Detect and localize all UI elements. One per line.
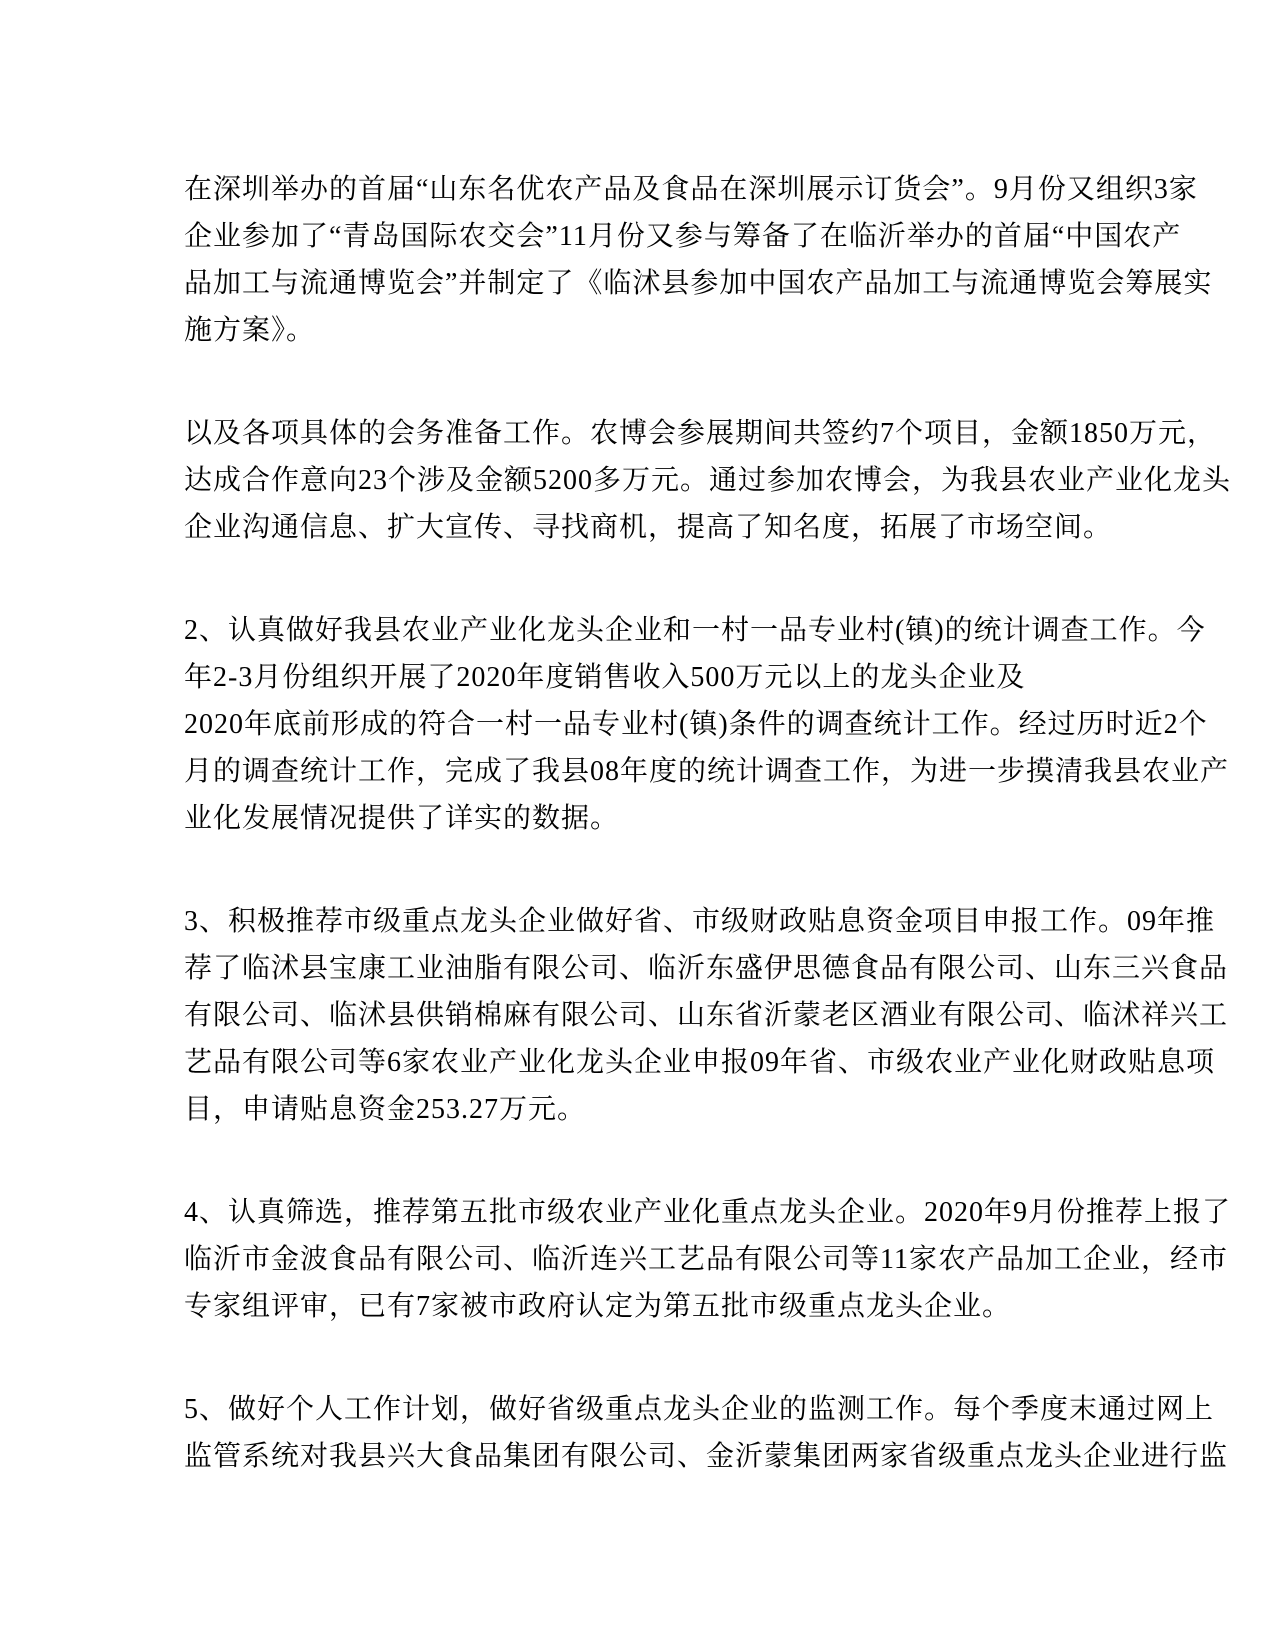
text-line: 年2-3月份组织开展了2020年度销售收入500万元以上的龙头企业及 [184, 662, 1026, 693]
text-line: 2020年底前形成的符合一村一品专业村(镇)条件的调查统计工作。经过历时近2个 [184, 709, 1208, 740]
text-line: 以及各项具体的会务准备工作。农博会参展期间共签约7个项目，金额1850万元， [184, 418, 1217, 449]
paragraph [184, 1189, 1232, 1330]
paragraph [184, 166, 1213, 354]
paragraph [184, 410, 1232, 551]
text-line: 企业沟通信息、扩大宣传、寻找商机，提高了知名度，拓展了市场空间。 [184, 512, 1113, 543]
text-line: 月的调查统计工作，完成了我县08年度的统计调查工作，为进一步摸清我县农业产 [184, 756, 1230, 787]
text-line: 业化发展情况提供了详实的数据。 [184, 803, 620, 834]
text-line: 4、认真筛选，推荐第五批市级农业产业化重点龙头企业。2020年9月份推荐上报了 [184, 1197, 1232, 1228]
document-body [184, 166, 1232, 1536]
text-line: 施方案》。 [184, 315, 316, 346]
text-line: 2、认真做好我县农业产业化龙头企业和一村一品专业村(镇)的统计调查工作。今 [184, 615, 1206, 646]
text-line: 艺品有限公司等6家农业产业化龙头企业申报09年省、市级农业产业化财政贴息项 [184, 1047, 1216, 1078]
text-line: 目，申请贴息资金253.27万元。 [184, 1094, 587, 1125]
text-line: 临沂市金波食品有限公司、临沂连兴工艺品有限公司等11家农产品加工企业，经市 [184, 1244, 1228, 1275]
text-line: 监管系统对我县兴大食品集团有限公司、金沂蒙集团两家省级重点龙头企业进行监 [184, 1441, 1229, 1472]
text-line: 在深圳举办的首届“山东名优农产品及食品在深圳展示订货会”。9月份又组织3家 [184, 174, 1198, 205]
text-line: 企业参加了“青岛国际农交会”11月份又参与筹备了在临沂举办的首届“中国农产 [184, 221, 1182, 252]
text-line: 专家组评审，已有7家被市政府认定为第五批市级重点龙头企业。 [184, 1291, 1012, 1322]
text-line: 荐了临沭县宝康工业油脂有限公司、临沂东盛伊思德食品有限公司、山东三兴食品 [184, 953, 1229, 984]
text-line: 5、做好个人工作计划，做好省级重点龙头企业的监测工作。每个季度末通过网上 [184, 1394, 1215, 1425]
text-line: 有限公司、临沭县供销棉麻有限公司、山东省沂蒙老区酒业有限公司、临沭祥兴工 [184, 1000, 1229, 1031]
text-line: 3、积极推荐市级重点龙头企业做好省、市级财政贴息资金项目申报工作。09年推 [184, 906, 1216, 937]
paragraph [184, 898, 1229, 1133]
paragraph [184, 1386, 1229, 1480]
text-line: 品加工与流通博览会”并制定了《临沭县参加中国农产品加工与流通博览会筹展实 [184, 268, 1213, 299]
text-line: 达成合作意向23个涉及金额5200多万元。通过参加农博会，为我县农业产业化龙头 [184, 465, 1232, 496]
paragraph [184, 607, 1230, 842]
